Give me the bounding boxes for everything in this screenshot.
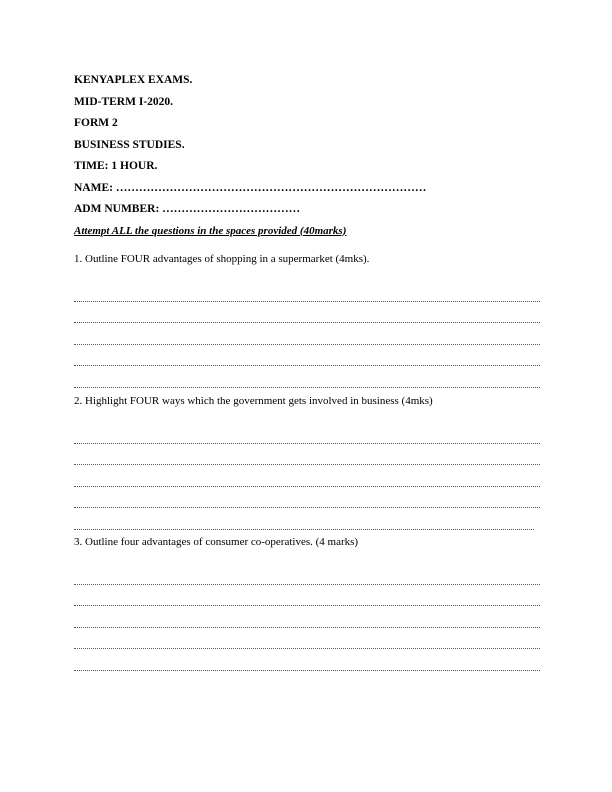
answer-line[interactable]	[74, 606, 540, 628]
question-1	[74, 252, 544, 388]
exam-form: FORM 2	[74, 117, 118, 129]
answer-line[interactable]	[74, 465, 540, 487]
answer-line[interactable]	[74, 422, 540, 444]
question-2	[74, 394, 544, 530]
answer-line[interactable]	[74, 585, 540, 607]
exam-time: TIME: 1 HOUR.	[74, 160, 158, 172]
answer-line[interactable]	[74, 628, 540, 650]
answer-line[interactable]	[74, 345, 540, 367]
answer-line[interactable]	[74, 563, 540, 585]
answer-line[interactable]	[74, 280, 540, 302]
exam-header	[74, 70, 426, 242]
exam-subject: BUSINESS STUDIES.	[74, 138, 185, 151]
adm-number-field[interactable]: ADM NUMBER: ………………………………	[74, 203, 301, 215]
question-3	[74, 535, 544, 671]
question-text: 1. Outline FOUR advantages of shopping in a supermarket (4mks).	[74, 253, 370, 265]
answer-line[interactable]	[74, 649, 540, 671]
answer-line[interactable]	[74, 508, 534, 530]
answer-line[interactable]	[74, 323, 540, 345]
question-text: 2. Highlight FOUR ways which the government gets involved in business (4mks)	[74, 395, 433, 407]
exam-term: MID-TERM I-2020.	[74, 95, 174, 108]
answer-line[interactable]	[74, 366, 540, 388]
name-field[interactable]: NAME: ………………………………………………………………………	[74, 181, 427, 194]
answer-line[interactable]	[74, 302, 540, 324]
exam-body-title: KENYAPLEX EXAMS.	[74, 74, 193, 86]
answer-line[interactable]	[74, 444, 540, 466]
instructions: Attempt ALL the questions in the spaces provided (40marks)	[74, 224, 347, 237]
question-text: 3. Outline four advantages of consumer co-operatives. (4 marks)	[74, 536, 359, 548]
answer-line[interactable]	[74, 487, 540, 509]
